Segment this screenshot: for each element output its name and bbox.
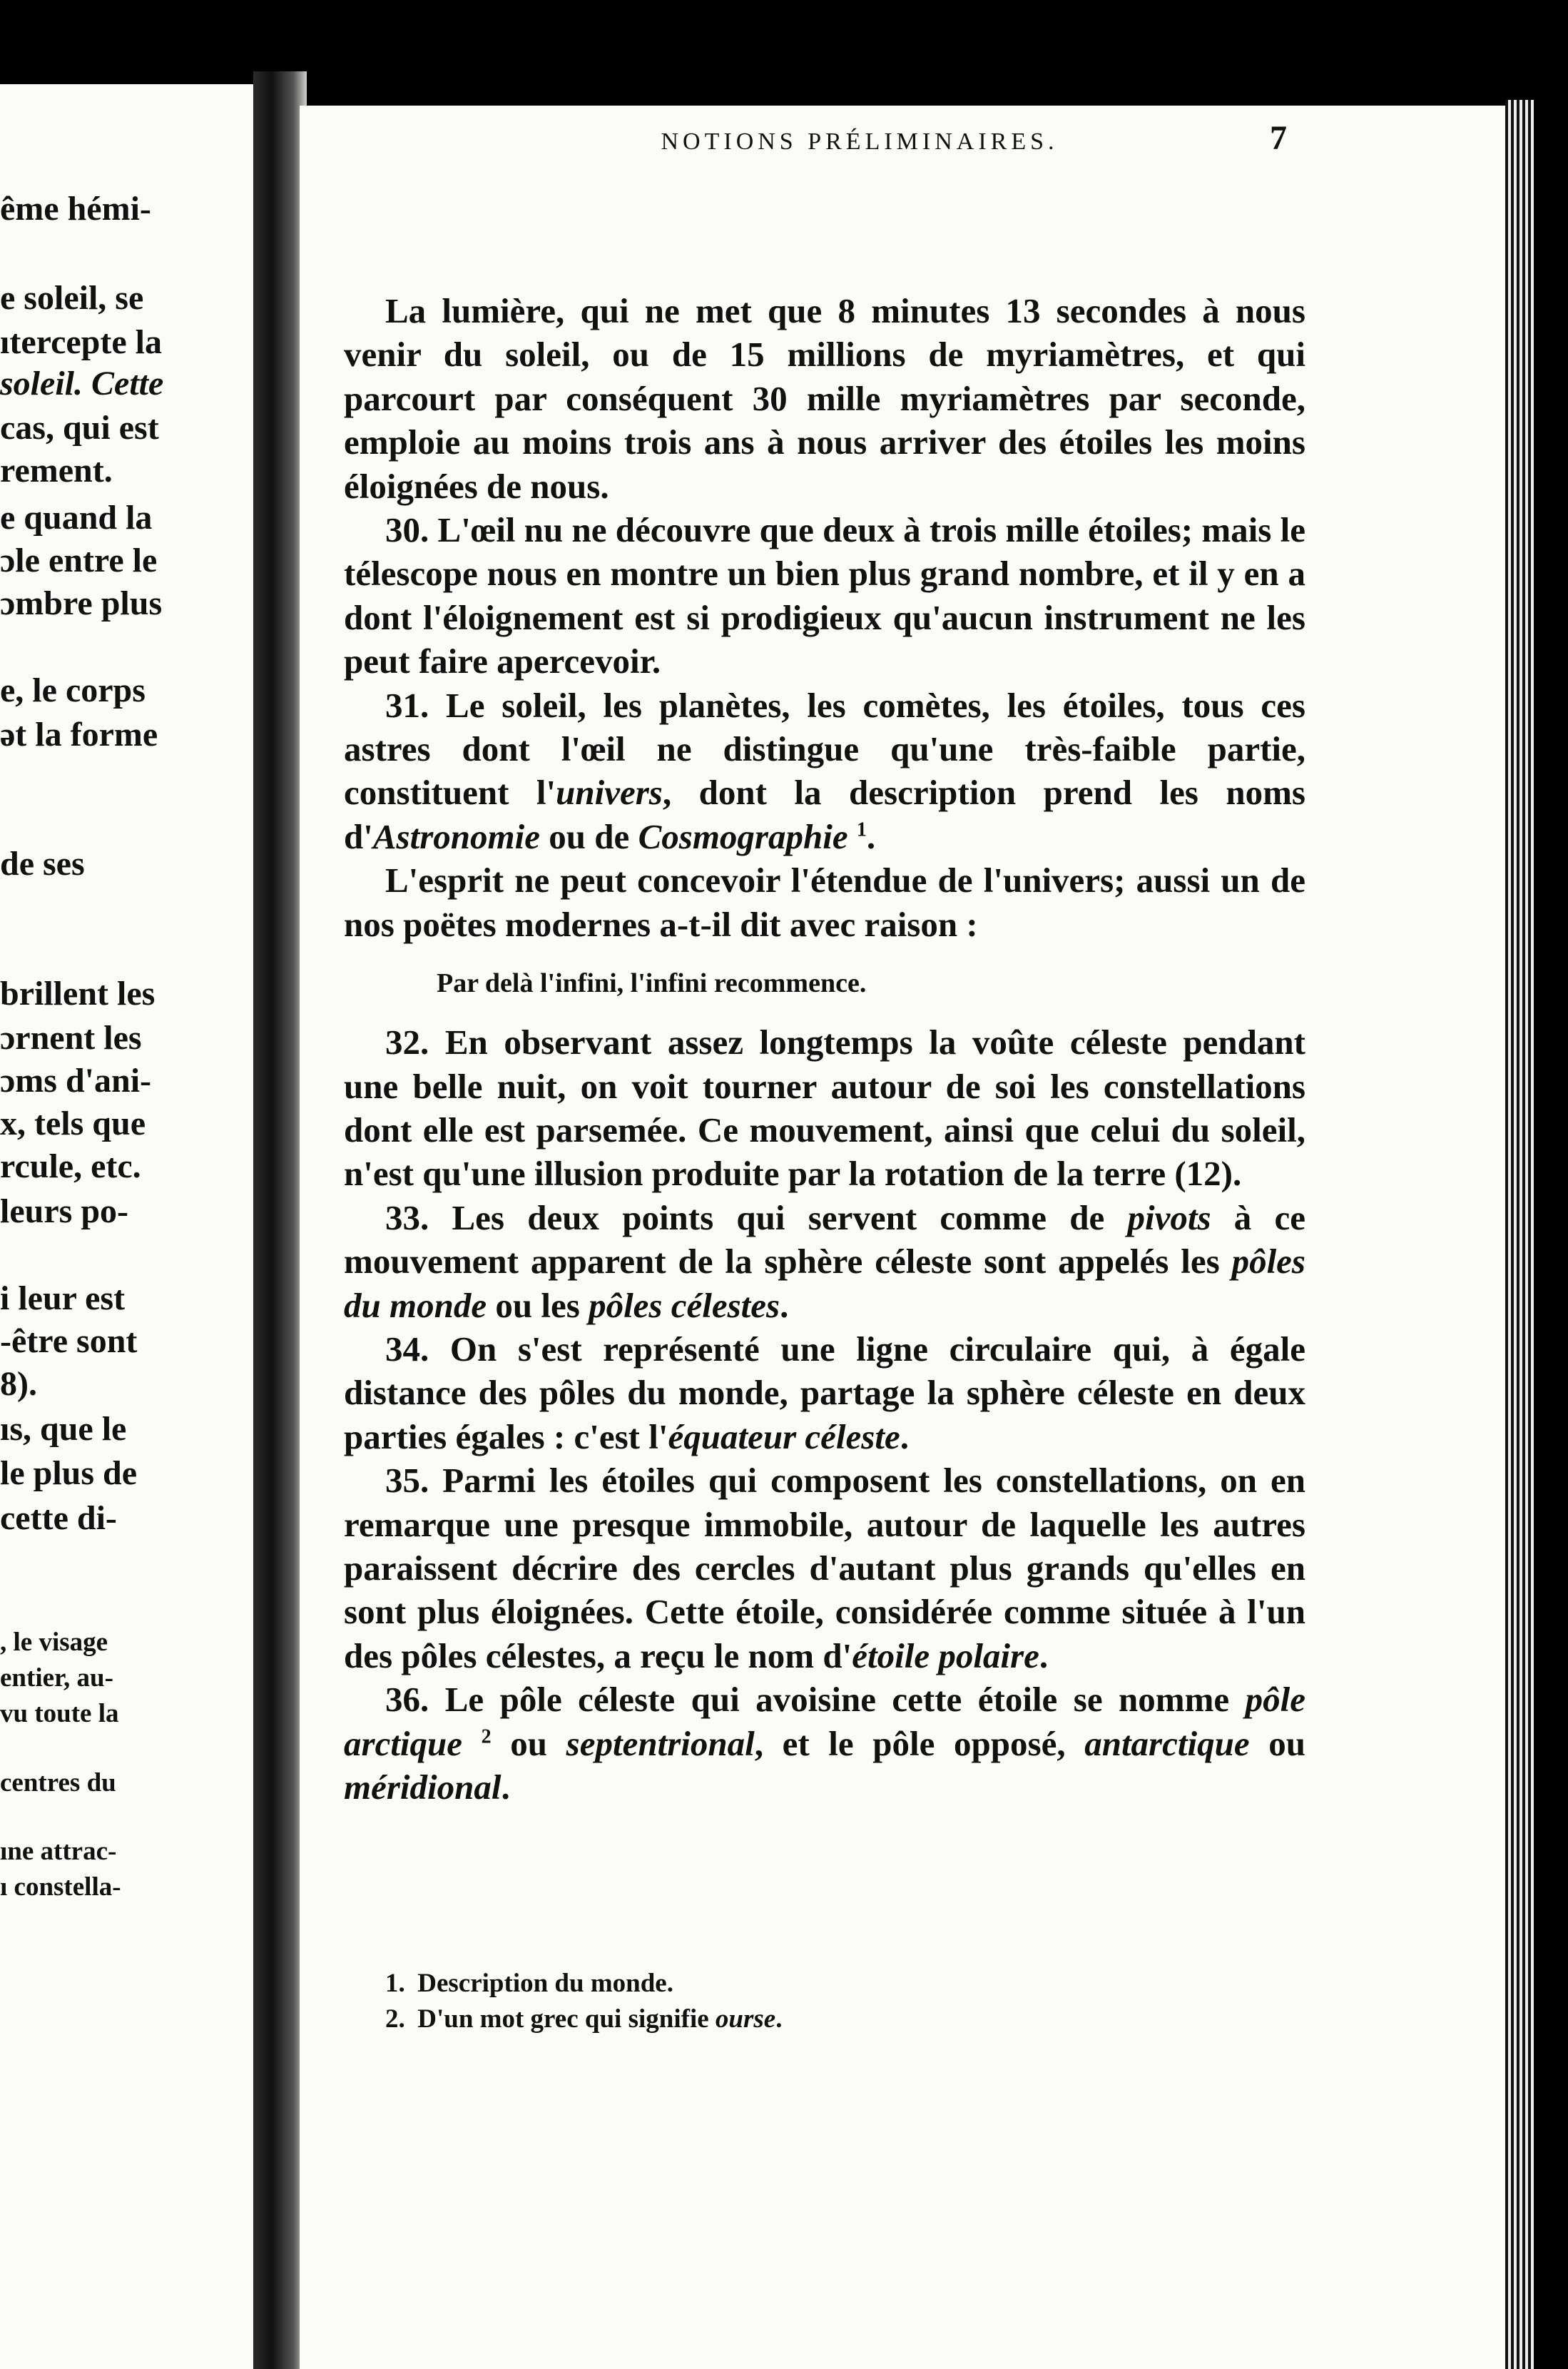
left-page-line: x, tels que <box>0 1105 146 1142</box>
left-page-line: ıtercepte la <box>0 323 162 361</box>
left-page-line: cas, qui est <box>0 409 159 447</box>
left-page-line: leurs po- <box>0 1192 128 1230</box>
left-page-line: centres du <box>0 1768 116 1797</box>
paragraph-31: 31. Le soleil, les planètes, les comètes, les étoiles, tous ces astres dont l'œil ne distingue qu'une très-faible partie, constituent l'univers, dont la description prend les noms d'Astronomie ou de Cosmographie $^1$. <box>344 685 1306 856</box>
running-title: NOTIONS PRÉLIMINAIRES. <box>661 128 1059 155</box>
left-page-line: soleil. Cette <box>0 365 164 402</box>
left-page-line: , le visage <box>0 1628 108 1657</box>
paragraph-33: 33. Les deux points qui servent comme de pivots à ce mouvement apparent de la sphère céleste sont appelés les pôles du monde ou les pôles célestes. <box>344 1197 1306 1325</box>
left-page-line: 8). <box>0 1365 37 1403</box>
left-page-line: entier, au- <box>0 1663 113 1693</box>
page-number: 7 <box>1270 119 1287 157</box>
footnote-text: Description du monde. <box>411 1969 673 1998</box>
running-head <box>300 119 1505 171</box>
left-page-line: rement. <box>0 452 113 489</box>
left-page <box>0 84 253 2369</box>
paragraph-30: 30. L'œil nu ne découvre que deux à trois mille étoiles; mais le télescope nous en montre un bien plus grand nombre, et il y en a dont l'éloignement est si prodigieux qu'aucun instrument ne les peut faire apercevoir. <box>344 510 1305 681</box>
paragraphs-block-1 <box>344 289 1305 946</box>
paragraphs-block-2 <box>344 1020 1305 1809</box>
left-page-line: ət la forme <box>0 716 158 754</box>
left-page-line: -être sont <box>0 1322 138 1360</box>
left-page-line: ıne attrac- <box>0 1837 117 1866</box>
left-page-line: e quand la <box>0 499 153 537</box>
left-page-line: ı constella- <box>0 1872 121 1902</box>
left-page-line: ɔms d'ani- <box>0 1062 152 1100</box>
left-page-line: cette di- <box>0 1499 117 1537</box>
left-page-line: ɔmbre plus <box>0 584 163 622</box>
paragraph-34: 34. On s'est représenté une ligne circulaire qui, à égale distance des pôles du monde, partage la sphère céleste en deux parties égales : c'est l'équateur céleste. <box>344 1329 1305 1456</box>
left-page-line: e, le corps <box>0 671 146 709</box>
left-page-line: ême hémi- <box>0 190 151 228</box>
left-page-line: brillent les <box>0 975 156 1013</box>
footnote <box>385 1966 1241 2002</box>
page-edges <box>1505 100 1534 2369</box>
left-page-line: vu toute la <box>0 1699 119 1728</box>
footnote-text: D'un mot grec qui signifie ourse. <box>411 2004 783 2034</box>
footnote-number: 1. <box>385 1969 405 1998</box>
left-page-line: e soleil, se <box>0 279 144 317</box>
footnote <box>385 2002 1241 2037</box>
paragraph-35: 35. Parmi les étoiles qui composent les constellations, on en remarque une presque immobile, autour de laquelle les autres paraissent décrire des cercles d'autant plus grands qu'elles en sont plus éloignées. Cette étoile, considérée comme située à l'un des pôles célestes, a reçu le nom d'étoile polaire. <box>344 1461 1305 1675</box>
left-page-line: i leur est <box>0 1279 126 1317</box>
paragraph-36: 36. Le pôle céleste qui avoisine cette étoile se nomme pôle arctique $^2$ ou septentrional, et le pôle opposé, antarctique ou méridional. <box>344 1680 1305 1807</box>
left-page-line: de ses <box>0 845 85 883</box>
paragraph-32: 32. En observant assez longtemps la voûte céleste pendant une belle nuit, on voit tourner autour de soi les constellations dont elle est parsemée. Ce mouvement, ainsi que celui du soleil, n'est qu'une illusion produite par la rotation de la terre (12). <box>344 1023 1305 1194</box>
left-page-line: ıs, que le <box>0 1410 127 1448</box>
left-page-line: le plus de <box>0 1454 138 1492</box>
left-page-line: rcule, etc. <box>0 1147 141 1185</box>
book-gutter <box>253 71 307 2369</box>
footnotes <box>385 1966 1241 2037</box>
left-page-line: ɔle entre le <box>0 542 158 579</box>
paragraph-esprit: L'esprit ne peut concevoir l'étendue de l'univers; aussi un de nos poëtes modernes a-t-il dit avec raison : <box>344 861 1305 944</box>
paragraph-intro: La lumière, qui ne met que 8 minutes 13 secondes à nous venir du soleil, ou de 15 millions de myriamètres, et qui parcourt par conséquent 30 mille myriamètres par seconde, emploie au moins trois ans à nous arriver des étoiles les moins éloignées de nous. <box>344 291 1305 506</box>
body-text <box>344 289 1305 1809</box>
verse-quote: Par delà l'infini, l'infini recommence. <box>437 968 867 999</box>
footnote-number: 2. <box>385 2004 405 2034</box>
left-page-line: ɔrnent les <box>0 1019 142 1057</box>
